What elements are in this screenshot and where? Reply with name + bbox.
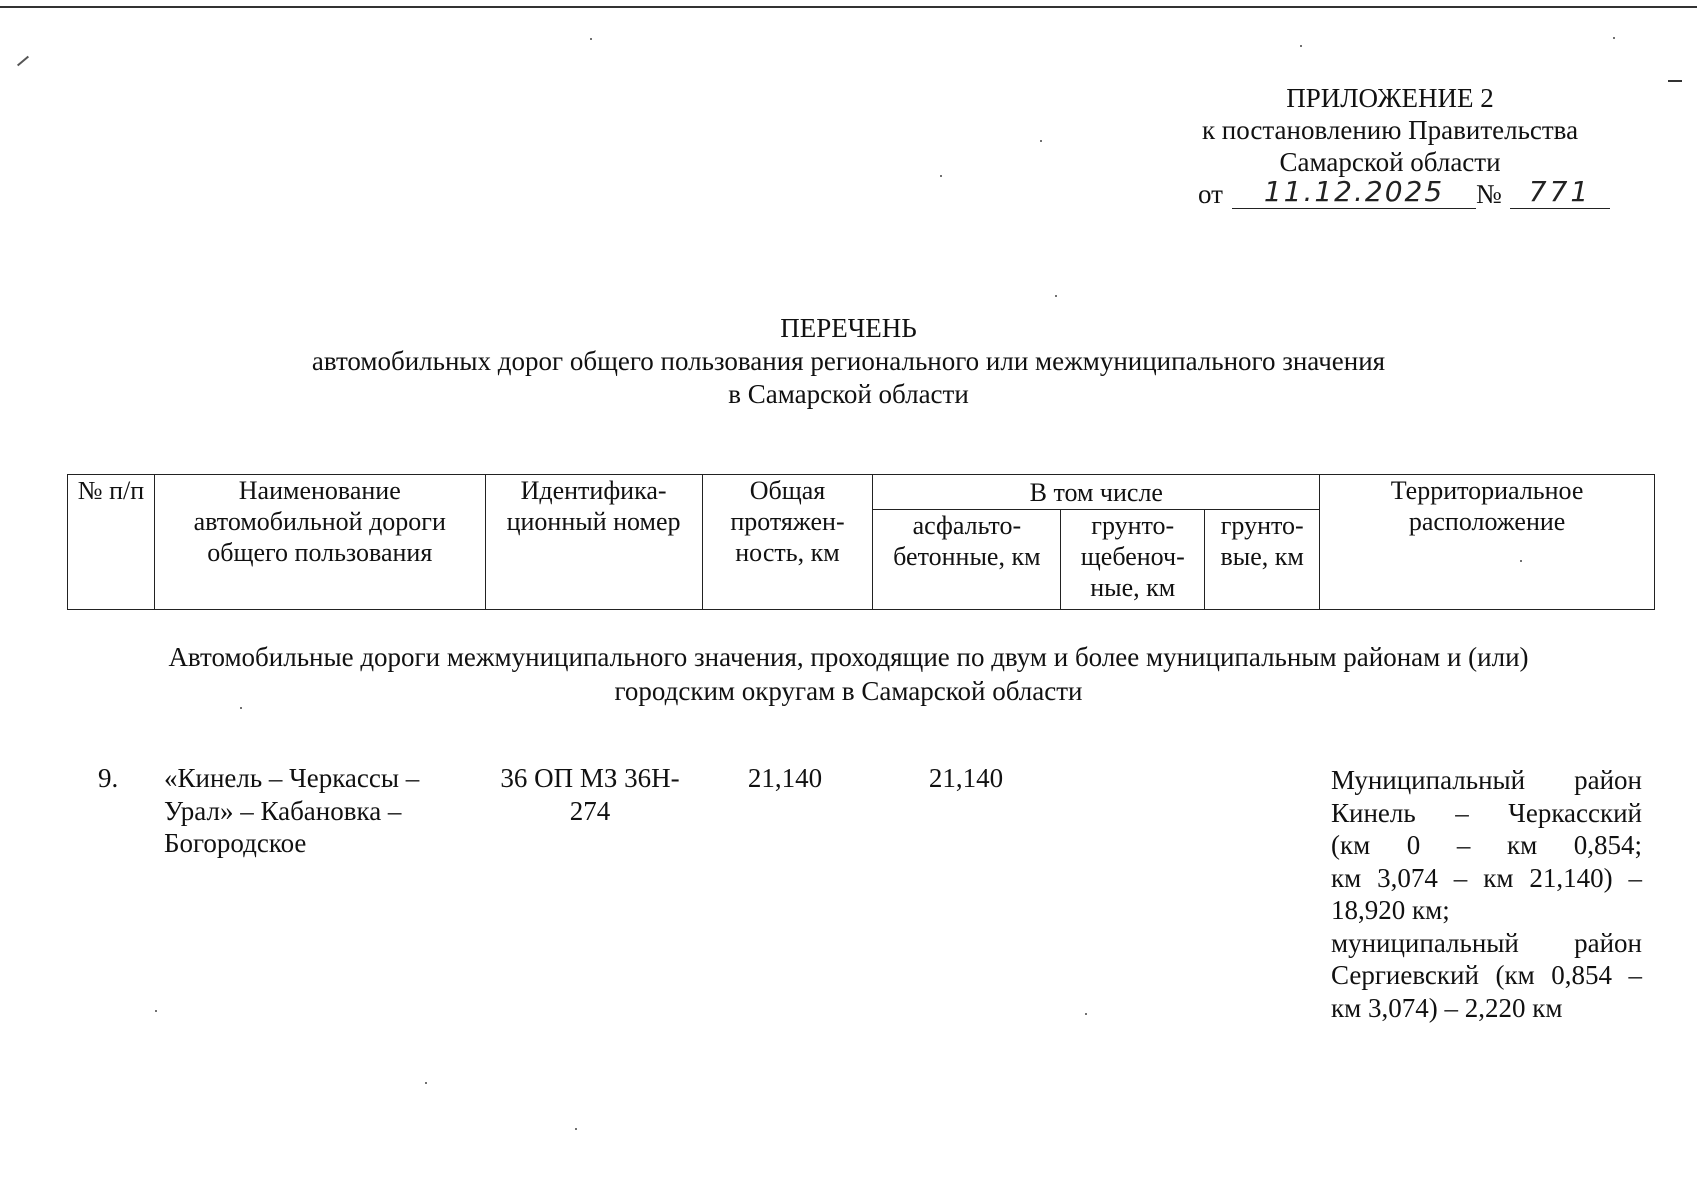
col-header-total: Общая протяжен- ность, км bbox=[702, 475, 873, 610]
number-prefix: № bbox=[1476, 179, 1502, 209]
scan-speck bbox=[590, 38, 592, 40]
scan-speck bbox=[1085, 1013, 1087, 1015]
road-name-line: Урал» – Кабановка – bbox=[164, 795, 402, 826]
territory-line: Сергиевский (км 0,854 – bbox=[1331, 960, 1642, 990]
col-header-gravel: грунто- щебеноч- ные, км bbox=[1061, 510, 1205, 610]
road-id-line: 36 ОП МЗ 36Н- bbox=[500, 763, 680, 793]
handwritten-date: 11.12.2025 bbox=[1232, 176, 1476, 209]
col-header-group: В том числе bbox=[873, 475, 1320, 510]
road-name-line: «Кинель – Черкассы – bbox=[164, 763, 420, 793]
scan-speck bbox=[155, 1010, 157, 1012]
col-header-asphalt: асфальто- бетонные, км bbox=[873, 510, 1061, 610]
col-header-dirt: грунто- вые, км bbox=[1205, 510, 1320, 610]
appendix-line: к постановлению Правительства bbox=[1201, 115, 1579, 145]
scan-speck bbox=[1520, 560, 1522, 562]
row-number: 9. bbox=[98, 763, 119, 793]
row-total-length: 21,140 bbox=[747, 763, 823, 793]
row-road-name bbox=[164, 762, 464, 860]
date-prefix: от bbox=[1198, 179, 1223, 209]
col-header-num: № п/п bbox=[68, 475, 155, 610]
section-heading-line: городским округам в Самарской области bbox=[614, 676, 1083, 706]
document-subtitle: в Самарской области bbox=[728, 379, 969, 409]
scan-speck bbox=[940, 175, 942, 177]
row-territory bbox=[1331, 764, 1642, 1024]
appendix-line: Самарской области bbox=[1279, 147, 1501, 177]
col-header-territory: Территориальное расположение bbox=[1320, 475, 1655, 610]
appendix-block bbox=[1180, 82, 1600, 214]
territory-line: Муниципальный район bbox=[1331, 765, 1642, 795]
road-name-line: Богородское bbox=[164, 828, 307, 858]
scan-mark bbox=[1668, 80, 1682, 82]
scan-speck bbox=[1040, 140, 1042, 142]
row-asphalt-length: 21,140 bbox=[928, 763, 1004, 793]
scan-speck bbox=[1055, 295, 1057, 297]
appendix-date-line bbox=[1180, 175, 1600, 214]
scan-speck bbox=[1613, 37, 1615, 39]
document-title-block bbox=[0, 312, 1697, 411]
scan-speck bbox=[425, 1082, 427, 1084]
document-subtitle: автомобильных дорог общего пользования регионального или межмуниципального значения bbox=[311, 346, 1386, 376]
scan-speck bbox=[575, 1128, 577, 1130]
document-title: ПЕРЕЧЕНЬ bbox=[780, 313, 917, 343]
scan-mark bbox=[17, 56, 29, 67]
row-road-id bbox=[484, 762, 696, 827]
scan-top-edge bbox=[0, 6, 1697, 8]
col-header-name: Наименование автомобильной дороги общего пользования bbox=[154, 475, 485, 610]
roads-table-header bbox=[67, 474, 1655, 610]
territory-line: км 3,074 – км 21,140) – bbox=[1331, 862, 1642, 893]
appendix-title: ПРИЛОЖЕНИЕ 2 bbox=[1286, 83, 1494, 113]
section-heading bbox=[0, 640, 1697, 708]
scan-speck bbox=[1300, 45, 1302, 47]
col-header-id: Идентифика- ционный номер bbox=[485, 475, 702, 610]
scan-speck bbox=[240, 707, 242, 709]
territory-line: (км 0 – км 0,854; bbox=[1331, 830, 1642, 860]
territory-line: 18,920 км; bbox=[1331, 895, 1450, 925]
territory-line: Кинель – Черкасский bbox=[1331, 797, 1642, 828]
territory-line: муниципальный район bbox=[1331, 927, 1642, 958]
handwritten-number: 771 bbox=[1510, 176, 1610, 209]
road-id-line: 274 bbox=[569, 795, 611, 826]
territory-line: км 3,074) – 2,220 км bbox=[1331, 992, 1563, 1023]
section-heading-line: Автомобильные дороги межмуниципального значения, проходящие по двум и более муниципальным районам и (или) bbox=[168, 642, 1529, 672]
